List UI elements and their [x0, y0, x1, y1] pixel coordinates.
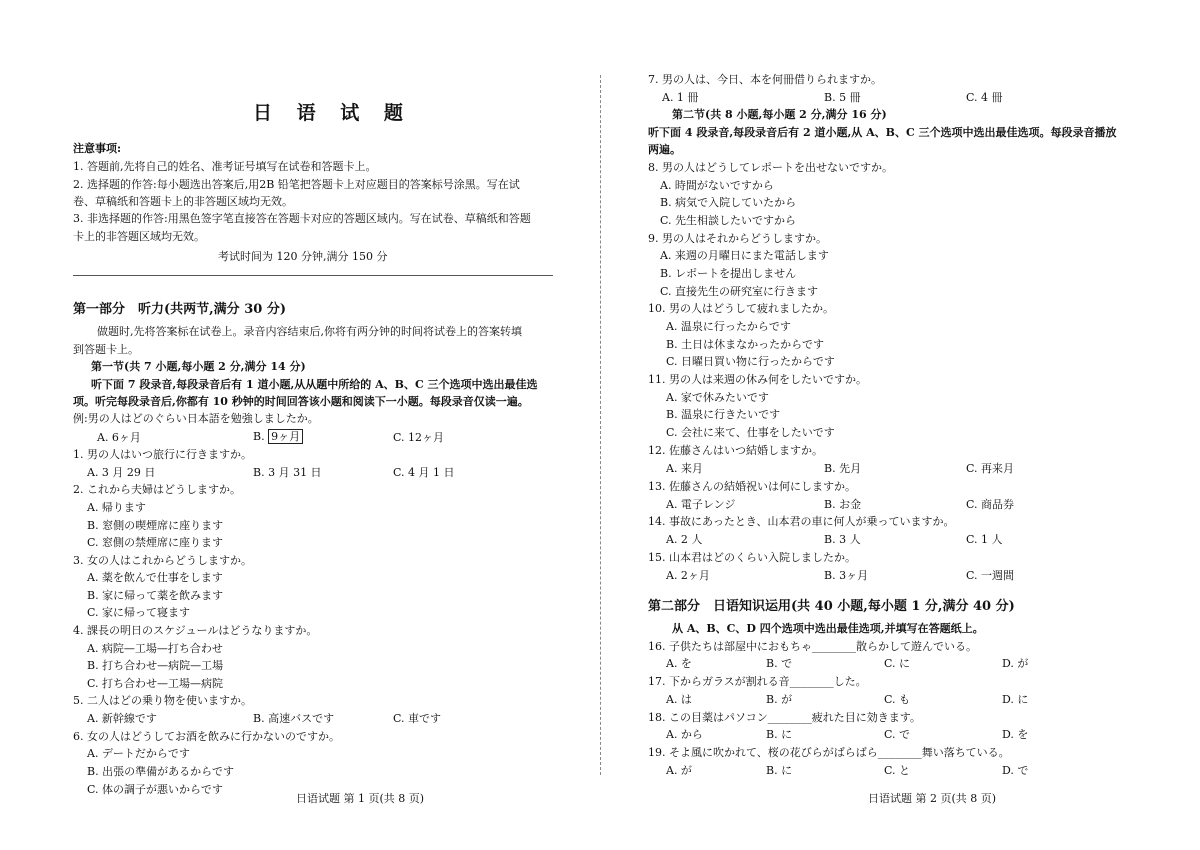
q17-option-c: C. も [884, 693, 911, 706]
q19-option-c: C. と [884, 764, 911, 777]
notice-line: 3. 非选择题的作答:用黑色签字笔直接答在答题卡对应的答题区域内。写在试卷、草稿纸和答题 [73, 212, 531, 225]
question-2: 2. これから夫婦はどうしますか。 [73, 483, 241, 496]
q8-option-b: B. 病気で入院していたから [660, 196, 797, 209]
q1-option-b: B. 3 月 31 日 [253, 466, 322, 479]
q18-option-c: C. で [884, 728, 911, 741]
question-3: 3. 女の人はこれからどうしますか。 [73, 554, 252, 567]
example-question: 例:男の人はどのぐらい日本語を勉強しましたか。 [73, 412, 319, 425]
notice-heading: 注意事项: [73, 142, 122, 155]
q14-option-b: B. 3 人 [824, 533, 861, 546]
question-13: 13. 佐藤さんの結婚祝いは何にしますか。 [648, 480, 856, 493]
q10-option-c: C. 日曜日買い物に行ったからです [666, 355, 835, 368]
example-option-a: A. 6ヶ月 [97, 431, 141, 444]
q1-option-c: C. 4 月 1 日 [393, 466, 455, 479]
q12-option-c: C. 再来月 [966, 462, 1015, 475]
q4-option-a: A. 病院—工場—打ち合わせ [87, 642, 223, 655]
page-divider [600, 75, 601, 775]
q6-option-c: C. 体の調子が悪いからです [87, 783, 223, 796]
q16-option-d: D. が [1002, 657, 1029, 670]
question-4: 4. 課長の明日のスケジュールはどうなりますか。 [73, 624, 318, 637]
page-2-footer: 日语试题 第 2 页(共 8 页) [868, 792, 997, 805]
section1-title: 第一节(共 7 小题,每小题 2 分,满分 14 分) [91, 360, 306, 373]
q3-option-c: C. 家に帰って寝ます [87, 606, 191, 619]
question-16: 16. 子供たちは部屋中におもちゃ________散らかして遊んでいる。 [648, 640, 977, 653]
q4-option-b: B. 打ち合わせ—病院—工場 [87, 659, 224, 672]
q8-option-a: A. 時間がないですから [660, 179, 774, 192]
q15-option-a: A. 2ヶ月 [666, 569, 710, 582]
q2-option-b: B. 窓側の喫煙席に座ります [87, 519, 224, 532]
question-5: 5. 二人はどの乗り物を使いますか。 [73, 694, 252, 707]
q17-option-a: A. は [666, 693, 692, 706]
q9-option-b: B. レポートを提出しません [660, 267, 797, 280]
q17-option-d: D. に [1002, 693, 1029, 706]
q18-option-a: A. から [666, 728, 703, 741]
q11-option-a: A. 家で休みたいです [666, 391, 769, 404]
q12-option-a: A. 来月 [666, 462, 703, 475]
question-17: 17. 下からガラスが割れる音________した。 [648, 675, 867, 688]
question-9: 9. 男の人はそれからどうしますか。 [648, 232, 827, 245]
question-15: 15. 山本君はどのくらい入院しましたか。 [648, 551, 856, 564]
q13-option-b: B. お金 [824, 498, 862, 511]
question-10: 10. 男の人はどうして疲れましたか。 [648, 302, 834, 315]
part2-instruction: 从 A、B、C、D 四个选项中选出最佳选项,并填写在答题纸上。 [672, 622, 984, 635]
question-7: 7. 男の人は、今日、本を何冊借りられますか。 [648, 73, 882, 86]
question-14: 14. 事故にあったとき、山本君の車に何人が乗っていますか。 [648, 515, 955, 528]
exam-title: 日 语 试 题 [253, 102, 412, 124]
notice-line: 2. 选择题的作答:每小题选出答案后,用2B 铅笔把答题卡上对应题目的答案标号涂黑。写在试 [73, 178, 520, 191]
q16-option-c: C. に [884, 657, 911, 670]
part1-title: 第一部分 听力(共两节,满分 30 分) [73, 302, 286, 317]
q6-option-a: A. デートだからです [87, 747, 190, 760]
example-option-b: B. 9ヶ月 [253, 430, 303, 444]
q5-option-c: C. 車です [393, 712, 442, 725]
question-19: 19. そよ風に吹かれて、桜の花びらがばらばら________舞い落ちている。 [648, 746, 1010, 759]
q7-option-b: B. 5 冊 [824, 91, 861, 104]
q10-option-b: B. 土日は休まなかったからです [666, 338, 824, 351]
q18-option-b: B. に [766, 728, 793, 741]
q5-option-a: A. 新幹線です [87, 712, 157, 725]
part1-instruction: 做题时,先将答案标在试卷上。录音内容结束后,你将有两分钟的时间将试卷上的答案转填 [97, 325, 522, 338]
q1-option-a: A. 3 月 29 日 [87, 466, 156, 479]
part1-instruction: 到答题卡上。 [73, 343, 139, 356]
part2-title: 第二部分 日语知识运用(共 40 小题,每小题 1 分,满分 40 分) [648, 599, 1015, 614]
section2-instruction: 两遍。 [648, 143, 681, 156]
q12-option-b: B. 先月 [824, 462, 862, 475]
header-divider-line [73, 275, 553, 276]
question-18: 18. この目薬はパソコン________疲れた目に効きます。 [648, 711, 921, 724]
q9-option-c: C. 直接先生の研究室に行きます [660, 285, 819, 298]
q2-option-a: A. 帰ります [87, 501, 146, 514]
q16-option-b: B. で [766, 657, 793, 670]
q5-option-b: B. 高速バスです [253, 712, 335, 725]
question-8: 8. 男の人はどうしてレポートを出せないですか。 [648, 161, 893, 174]
q19-option-b: B. に [766, 764, 793, 777]
q7-option-c: C. 4 冊 [966, 91, 1003, 104]
q14-option-c: C. 1 人 [966, 533, 1003, 546]
q13-option-a: A. 電子レンジ [666, 498, 736, 511]
q17-option-b: B. が [766, 693, 793, 706]
q14-option-a: A. 2 人 [666, 533, 703, 546]
q19-option-a: A. が [666, 764, 692, 777]
notice-line: 1. 答题前,先将自己的姓名、准考证号填写在试卷和答题卡上。 [73, 160, 377, 173]
q10-option-a: A. 温泉に行ったからです [666, 320, 791, 333]
q15-option-b: B. 3ヶ月 [824, 569, 869, 582]
q18-option-d: D. を [1002, 728, 1029, 741]
question-11: 11. 男の人は来週の休み何をしたいですか。 [648, 373, 867, 386]
q3-option-a: A. 薬を飲んで仕事をします [87, 571, 223, 584]
q6-option-b: B. 出張の準備があるからです [87, 765, 234, 778]
section2-title: 第二节(共 8 小题,每小题 2 分,满分 16 分) [672, 108, 887, 121]
notice-line: 卷、草稿纸和答题卡上的非答题区域均无效。 [73, 195, 293, 208]
page-1-footer: 日语试题 第 1 页(共 8 页) [296, 792, 425, 805]
q3-option-b: B. 家に帰って薬を飲みます [87, 589, 224, 602]
q7-option-a: A. 1 冊 [662, 91, 699, 104]
q8-option-c: C. 先生相談したいですから [660, 214, 797, 227]
example-answer-box: 9ヶ月 [268, 429, 303, 444]
q13-option-c: C. 商品券 [966, 498, 1015, 511]
question-12: 12. 佐藤さんはいつ結婚しますか。 [648, 444, 823, 457]
example-option-c: C. 12ヶ月 [393, 431, 445, 444]
section1-instruction: 听下面 7 段录音,每段录音后有 1 道小题,从从题中所给的 A、B、C 三个选项中选出最佳选 [91, 378, 538, 391]
q11-option-c: C. 会社に来て、仕事をしたいです [666, 426, 835, 439]
notice-line: 卡上的非答题区域均无效。 [73, 230, 205, 243]
section2-instruction: 听下面 4 段录音,每段录音后有 2 道小题,从 A、B、C 三个选项中选出最佳选项。每段录音播放 [648, 126, 1117, 139]
q11-option-b: B. 温泉に行きたいです [666, 408, 781, 421]
section1-instruction: 项。听完每段录音后,你都有 10 秒钟的时间回答该小题和阅读下一小题。每段录音仅读一遍。 [73, 395, 529, 408]
exam-time: 考试时间为 120 分钟,满分 150 分 [218, 250, 388, 263]
q16-option-a: A. を [666, 657, 692, 670]
question-1: 1. 男の人はいつ旅行に行きますか。 [73, 448, 252, 461]
q2-option-c: C. 窓側の禁煙席に座ります [87, 536, 224, 549]
q4-option-c: C. 打ち合わせ—工場—病院 [87, 677, 224, 690]
q9-option-a: A. 来週の月曜日にまた電話します [660, 249, 829, 262]
q19-option-d: D. で [1002, 764, 1029, 777]
q15-option-c: C. 一週間 [966, 569, 1015, 582]
question-6: 6. 女の人はどうしてお酒を飲みに行かないのですか。 [73, 730, 340, 743]
